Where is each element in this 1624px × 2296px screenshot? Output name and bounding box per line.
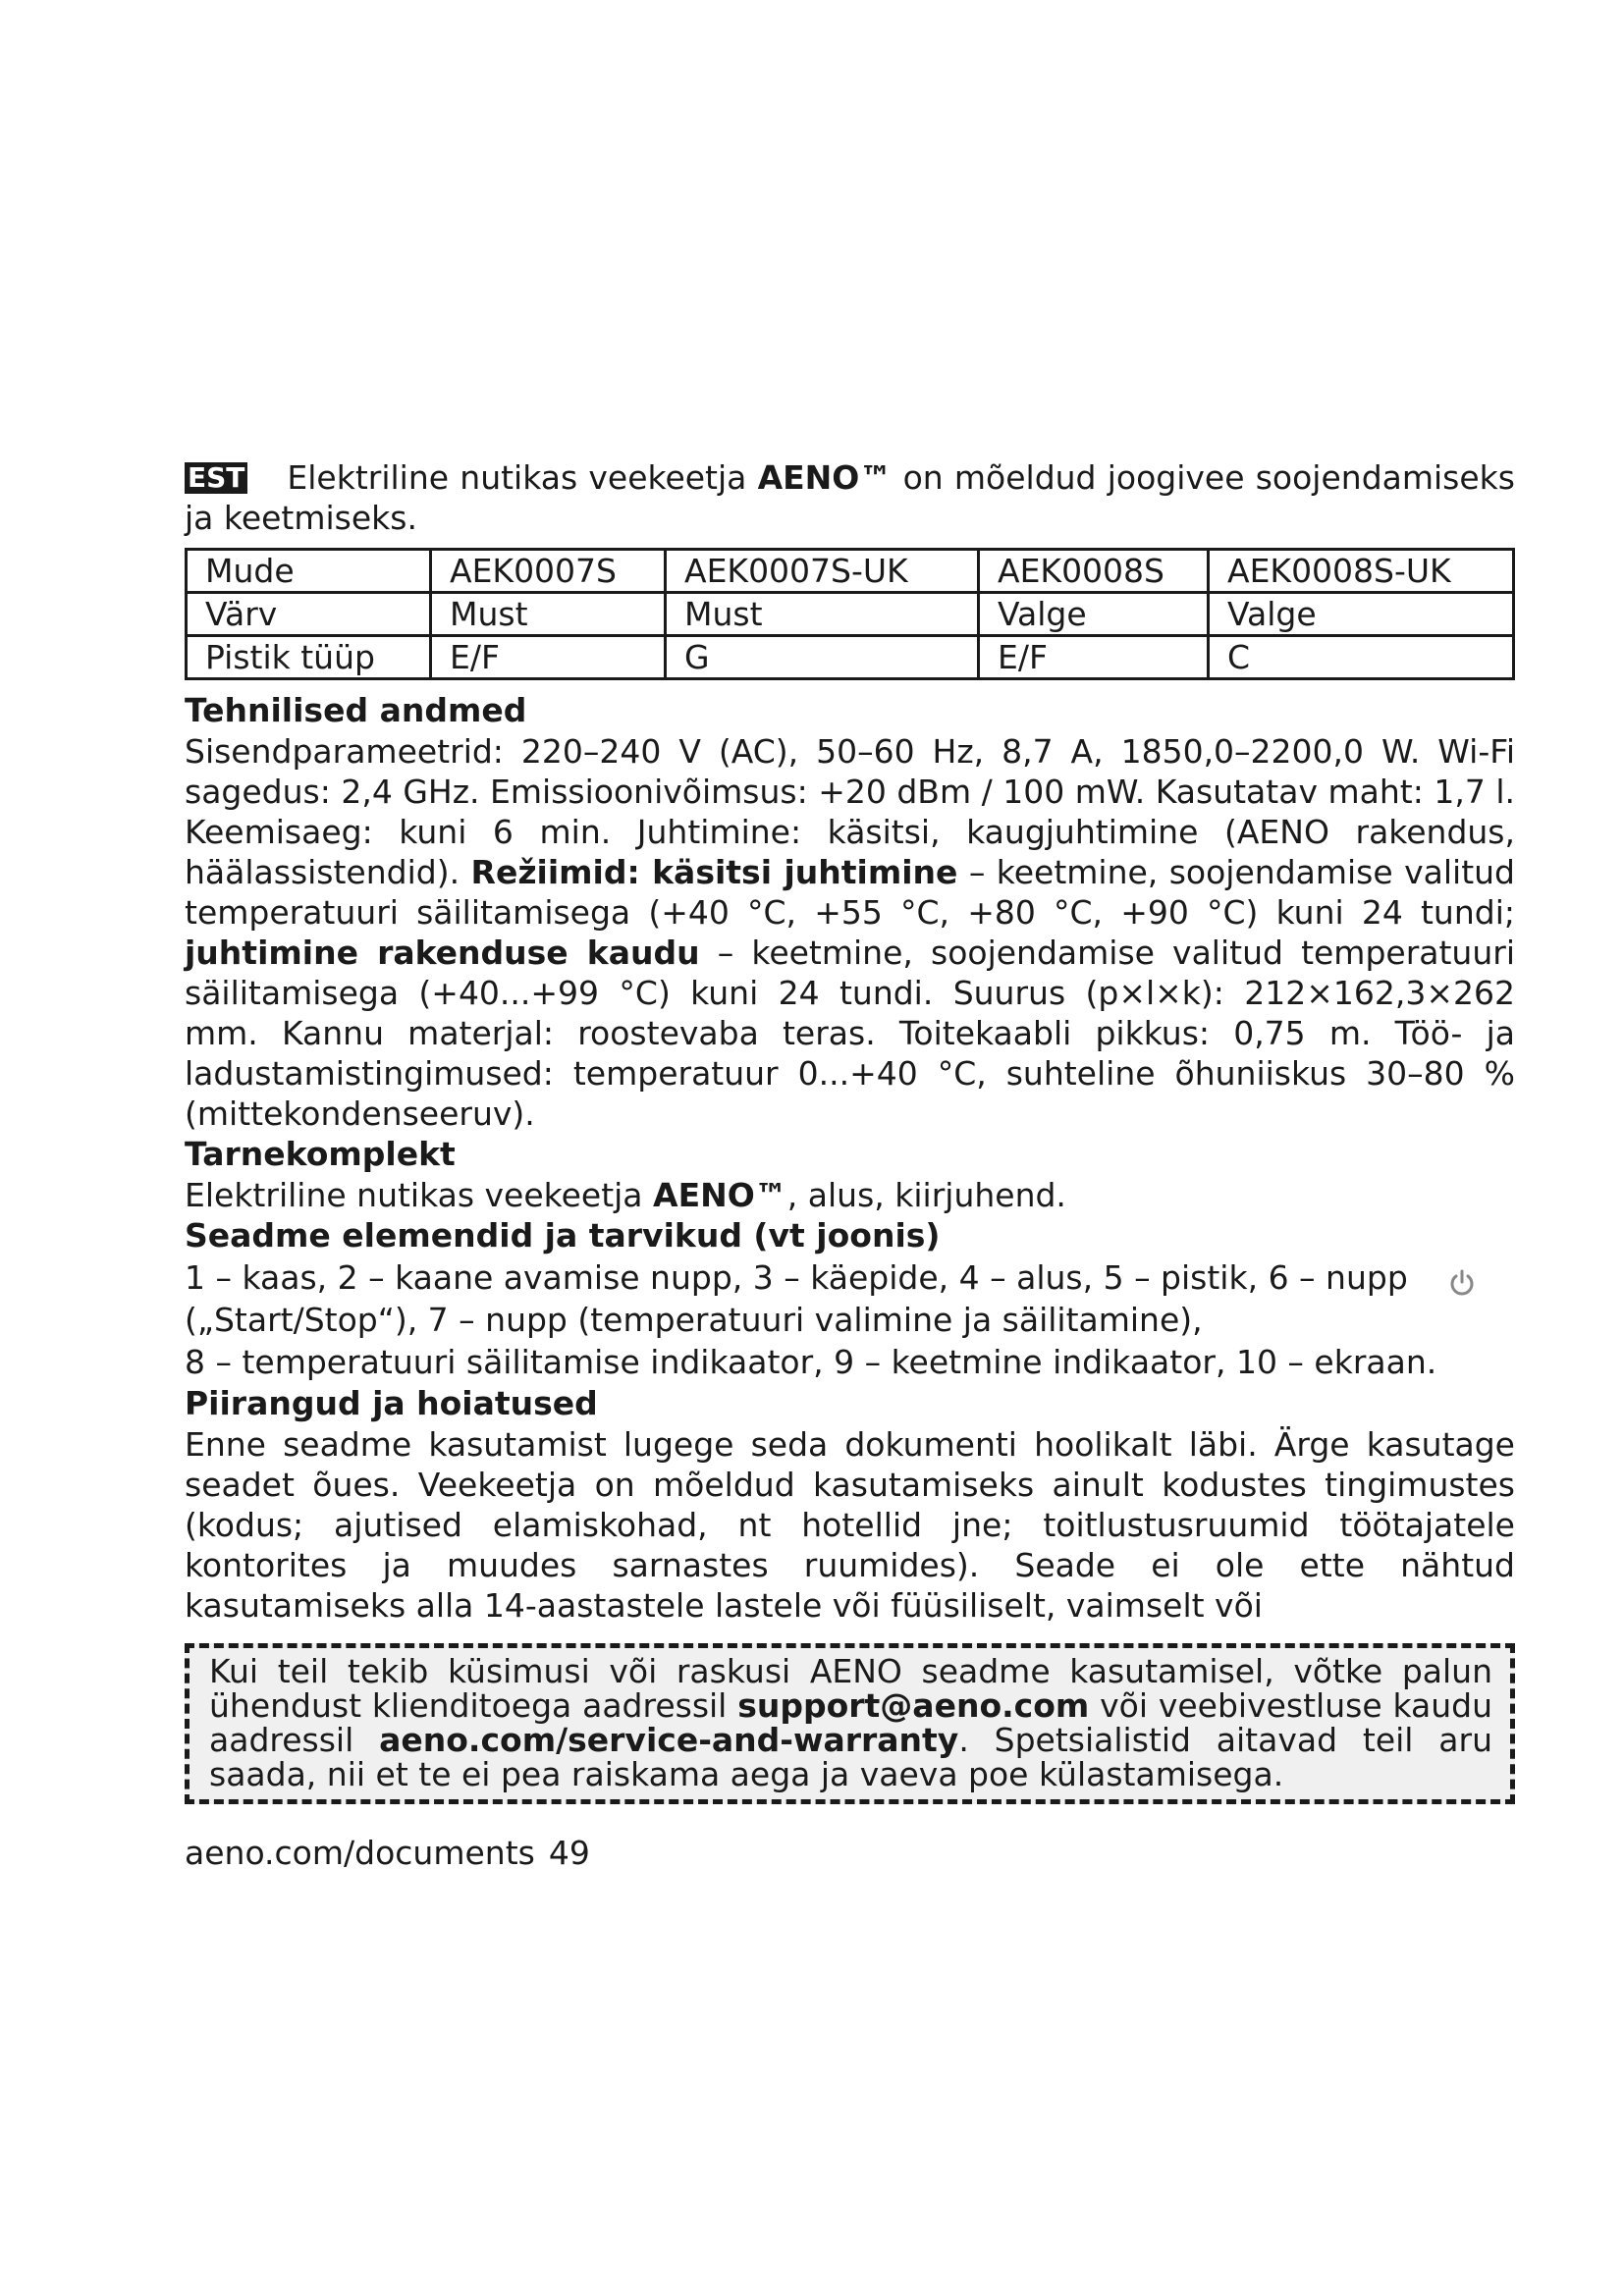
components-list	[185, 1256, 1515, 1383]
components-heading: Seadme elemendid ja tarvikud (vt joonis)	[185, 1216, 941, 1255]
table-cell: Pistik tüüp	[187, 636, 431, 679]
app-mode-label: juhtimine rakenduse kaudu	[185, 934, 700, 972]
table-row	[187, 593, 1514, 636]
table-cell: Valge	[979, 593, 1209, 636]
table-cell: Must	[666, 593, 979, 636]
document-content	[185, 457, 1515, 1804]
support-email: support@aeno.com	[737, 1686, 1090, 1725]
table-cell: E/F	[431, 636, 666, 679]
intro-text-before: Elektriline nutikas veekeetja	[287, 458, 758, 497]
footer-link: aeno.com/documents	[185, 1834, 535, 1872]
table-cell: Must	[431, 593, 666, 636]
notice-text-3: . Spetsialistid aitavad teil aru saada, nii et te ei pea raiskama aega ja vaeva poe külastamisega.	[209, 1721, 1493, 1793]
language-badge: EST	[185, 462, 247, 494]
notice-text-2: või veebivestluse kaudu aadressil	[209, 1686, 1493, 1759]
model-spec-table	[185, 548, 1515, 680]
manual-mode-label: Režiimid: käsitsi juhtimine	[470, 853, 958, 891]
table-cell: AEK0007S-UK	[666, 550, 979, 593]
table-cell: Mude	[187, 550, 431, 593]
warnings-paragraph: Enne seadme kasutamist lugege seda dokumenti hoolikalt läbi. Ärge kasutage seadet õues. Veekeetja on mõeldud kasutamiseks ainult kodustes tingimustes (kodus; ajutised elamiskohad, nt hotellid jne; toitlustusruumid töötajatele kontorites ja muudes sarnastes ruumides). Seade ei ole ette nähtud kasutamiseks alla 14-aastastele lastele või füüsiliselt, vaimselt või	[185, 1425, 1515, 1625]
page-number: 49	[548, 1834, 590, 1872]
intro-paragraph	[185, 457, 1515, 538]
table-cell: AEK0007S	[431, 550, 666, 593]
table-cell: AEK0008S-UK	[1209, 550, 1514, 593]
tech-text-2: – keetmine, soojendamise valitud temperatuuri säilitamisega (+40 °C, +55 °C, +80 °C, +90 °C) kuni 24 tundi;	[185, 853, 1515, 932]
components-text-1: 1 – kaas, 2 – kaane avamise nupp, 3 – käepide, 4 – alus, 5 – pistik, 6 – nupp	[185, 1258, 1408, 1297]
service-url: aeno.com/service-and-warranty	[379, 1721, 959, 1759]
table-cell: Värv	[187, 593, 431, 636]
components-line-2: („Start/Stop“), 7 – nupp (temperatuuri valimine ja säilitamine),	[185, 1301, 1203, 1339]
power-icon	[1447, 1265, 1477, 1295]
package-heading: Tarnekomplekt	[185, 1135, 456, 1173]
table-cell: E/F	[979, 636, 1209, 679]
support-notice-box	[185, 1643, 1515, 1804]
package-text-before: Elektriline nutikas veekeetja	[185, 1176, 654, 1214]
components-line-3: 8 – temperatuuri säilitamise indikaator, 9 – keetmine indikaator, 10 – ekraan.	[185, 1343, 1437, 1381]
tech-text-3: – keetmine, soojendamise valitud temperatuuri säilitamisega (+40...+99 °C) kuni 24 tundi. Suurus (p×l×k): 212×162,3×262 mm. Kannu materjal: roostevaba teras. Toitekaabli pikkus: 0,75 m. Töö- ja ladustamistingimused: temperatuur 0...+40 °C, suhteline õhuniiskus 30–80 % (mittekondenseeruv).	[185, 934, 1515, 1133]
tech-paragraph	[185, 731, 1515, 1134]
table-row	[187, 550, 1514, 593]
package-text-after: , alus, kiirjuhend.	[786, 1176, 1066, 1214]
table-cell: C	[1209, 636, 1514, 679]
table-cell: G	[666, 636, 979, 679]
table-cell: AEK0008S	[979, 550, 1209, 593]
table-cell: Valge	[1209, 593, 1514, 636]
components-line-1	[185, 1256, 1515, 1299]
page-footer	[185, 1834, 590, 1873]
table-row	[187, 636, 1514, 679]
intro-text-after: on mõeldud joogivee soojendamiseks ja keetmiseks.	[185, 458, 1515, 537]
tech-text-1: Sisendparameetrid: 220–240 V (AC), 50–60 Hz, 8,7 A, 1850,0–2200,0 W. Wi-Fi sagedus: 2,4 GHz. Emissioonivõimsus: +20 dBm / 100 mW. Kasutatav maht: 1,7 l. Keemisaeg: kuni 6 min. Juhtimine: käsitsi, kaugjuhtimine (AENO rakendus, häälassistendid).	[185, 732, 1515, 891]
tech-heading: Tehnilised andmed	[185, 691, 527, 729]
warnings-heading: Piirangud ja hoiatused	[185, 1384, 598, 1422]
intro-brand: AENO™	[757, 458, 893, 497]
package-brand: AENO™	[653, 1176, 787, 1214]
notice-text-1: Kui teil tekib küsimusi või raskusi AENO seadme kasutamisel, võtke palun ühendust klienditoega aadressil	[209, 1652, 1492, 1725]
package-paragraph	[185, 1175, 1515, 1215]
